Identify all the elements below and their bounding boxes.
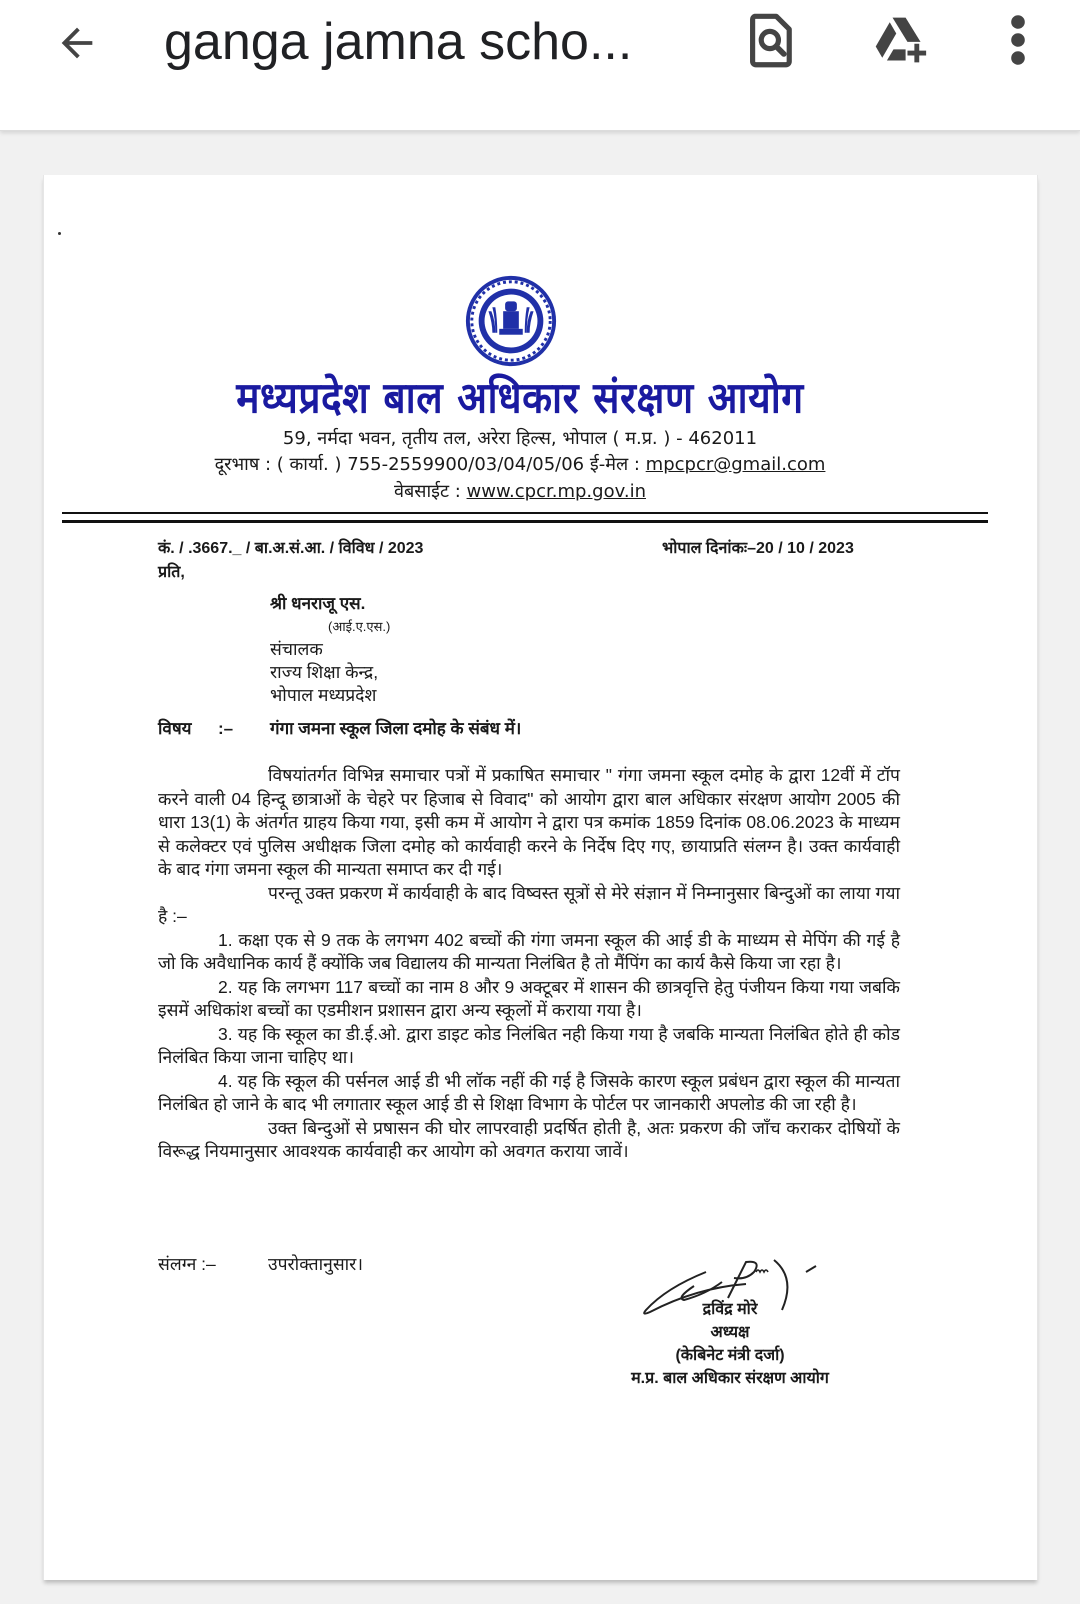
subject-separator: :– (218, 719, 234, 738)
body-point: 1. कक्षा एक से 9 तक के लगभग 402 बच्चों की गंगा जमना स्कूल की आई डी के माध्यम से मेपिंग की गई है जो कि अवैधानिक कार्य हैं क्योंकि जब विद्यालय की मान्यता निलंबित है तो मैंपिंग का कार्य कैसे किया जा रहा है। (158, 929, 900, 973)
letterhead-divider (62, 512, 988, 514)
organization-name: मध्यप्रदेश बाल अधिकार संरक्षण आयोग (236, 373, 804, 424)
add-to-drive-button[interactable] (872, 12, 928, 68)
organization-website (130, 479, 910, 503)
letterhead-divider (62, 520, 988, 523)
addressee-service: (आई.ए.एस.) (328, 619, 391, 634)
arrow-back-icon (54, 20, 100, 66)
organization-contact (130, 452, 910, 476)
addressee-designation: संचालक (270, 639, 323, 659)
enclosure-label: संलग्न :– (158, 1254, 216, 1274)
letter-body (158, 764, 900, 1164)
website-link[interactable]: www.cpcr.mp.gov.in (466, 481, 646, 502)
body-paragraph: विषयांतर्गत विभिन्न समाचार पत्रों में प्रकाषित समाचार " गंगा जमना स्कूल दमोह के द्वारा 12वीं में टॉप करने वाली 04 हिन्दू छात्राओं के चेहरे पर हिजाब से विवाद" को आयोग द्वारा बाल अधिकार संरक्षण आयोग 2005 की धारा 13(1) के अंतर्गत ग्राहय किया गया, इसी कम में आयोग ने द्वारा पत्र कमांक 1859 दिनांक 08.06.2023 के माध्यम से कलेक्टर एवं पुलिस अधीक्षक जिला दमोह को कार्यवाही करने के निर्देष दिए गए, छायाप्रति संलग्न है। उक्त कार्यवाही के बाद गंगा जमना स्कूल की मान्यता समाप्त कर दी गई। (158, 765, 900, 879)
more-vert-icon (1010, 14, 1026, 66)
addressee-name: श्री धनराजू एस. (270, 594, 366, 613)
signatory-organization: म.प्र. बाल अधिकार संरक्षण आयोग (631, 1370, 829, 1387)
signatory-name: द्रविंद्र मोरे (702, 1301, 758, 1318)
back-button[interactable] (52, 18, 102, 68)
app-bar (0, 0, 1080, 131)
letter-date: भोपाल दिनांकः–20 / 10 / 2023 (662, 540, 854, 557)
letter-reference-number: कं. / .3667._ / बा.अ.सं.आ. / विविध / 2023 (158, 540, 424, 557)
closing-paragraph: उक्त बिन्दुओं से प्रषासन की घोर लापरवाही प्रदर्षित होती है, अतः प्रकरण की जाँच कराकर दोषियों के विरूद्ध नियमानुसार आवश्यक कार्यवाही कर आयोग को अवगत कराया जावें। (158, 1117, 900, 1161)
body-point: 3. यह कि स्कूल का डी.ई.ओ. द्वारा डाइट कोड निलंबित नही किया गया है जबकि मान्यता निलंबित होते ही कोड निलंबित किया जाना चाहिए था। (158, 1023, 900, 1067)
addressee-office: राज्य शिक्षा केन्द्र, (270, 662, 379, 682)
document-title: ganga jamna scho... (164, 13, 633, 71)
signatory-block (600, 1298, 860, 1390)
website-label: वेबसाईट : (394, 481, 467, 502)
subject-label: विषय (158, 719, 192, 738)
scan-speck (58, 232, 61, 235)
letter-subject (158, 716, 521, 739)
organization-address: 59, नर्मदा भवन, तृतीय तल, अरेरा हिल्स, भोपाल ( म.प्र. ) - 462011 (282, 428, 758, 449)
subject-text: गंगा जमना स्कूल जिला दमोह के संबंध में। (270, 719, 522, 738)
body-paragraph: परन्तू उक्त प्रकरण में कार्यवाही के बाद विष्वस्त सूत्रों से मेरे संज्ञान में निम्नानुसार बिन्दुओं का लाया गया है :– (158, 882, 900, 926)
enclosure-line (158, 1252, 363, 1276)
email-link[interactable]: mpcpcr@gmail.com (645, 454, 826, 475)
addressee-block (270, 592, 390, 707)
signatory-rank: (केबिनेट मंत्री दर्जा) (675, 1347, 785, 1364)
addressee-place: भोपाल मध्यप्रदेश (270, 685, 377, 705)
find-in-page-button[interactable] (744, 12, 800, 68)
mp-government-seal-icon (462, 272, 560, 370)
body-point: 2. यह कि लगभग 117 बच्चों का नाम 8 और 9 अक्टूबर में शासन की छात्रवृत्ति हेतु पंजीयन किया गया जबकि इसमें अधिकांश बच्चों का एडमीशन प्रशासन द्वारा अन्य स्कूलों में कराया गया है। (158, 976, 900, 1020)
letter-to-label: प्रति, (158, 564, 185, 581)
find-in-page-icon (747, 12, 797, 68)
signatory-title: अध्यक्ष (710, 1324, 750, 1341)
enclosure-text: उपरोक्तानुसार। (268, 1254, 363, 1274)
body-point: 4. यह कि स्कूल की पर्सनल आई डी भी लॉक नहीं की गई है जिसके कारण स्कूल प्रबंधन द्वारा स्कूल की मान्यता निलंबित हो जाने के बाद भी लगातार स्कूल आई डी से शिक्षा विभाग के पोर्टल पर जानकारी अपलोड की जा रही है। (158, 1070, 900, 1114)
add-to-drive-icon (872, 12, 928, 68)
phone-text: दूरभाष : ( कार्या. ) 755-2559900/03/04/05/06 ई-मेल : (214, 454, 646, 475)
more-options-button[interactable] (990, 12, 1046, 68)
